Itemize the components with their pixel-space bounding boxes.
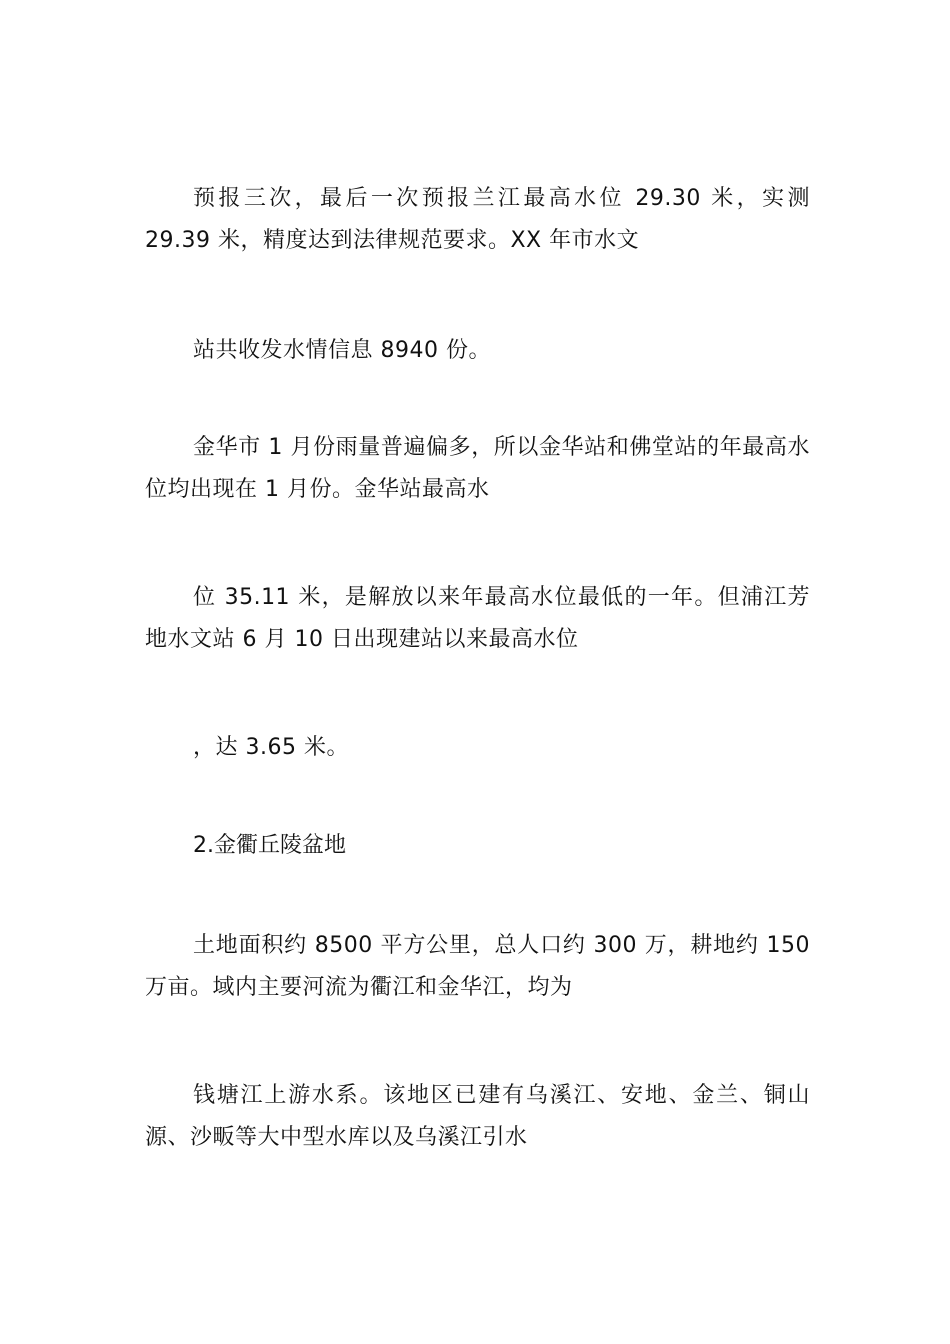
paragraph-jinhua-rainfall: 金华市 1 月份雨量普遍偏多，所以金华站和佛堂站的年最高水位均出现在 1 月份。金华站最高水: [145, 435, 810, 502]
paragraph-land-area: 土地面积约 8500 平方公里，总人口约 300 万，耕地约 150 万亩。域内主要河流为衢江和金华江，均为: [145, 933, 810, 1000]
paragraph-water-level: 位 35.11 米，是解放以来年最高水位最低的一年。但浦江芳地水文站 6 月 10 日出现建站以来最高水位: [145, 585, 810, 652]
paragraph-max-level: ，达 3.65 米。: [193, 735, 349, 760]
paragraph-forecast: 预报三次，最后一次预报兰江最高水位 29.30 米，实测 29.39 米，精度达到法律规范要求。XX 年市水文: [145, 186, 810, 253]
paragraph-station-info: 站共收发水情信息 8940 份。: [193, 338, 491, 363]
paragraph-reservoirs: 钱塘江上游水系。该地区已建有乌溪江、安地、金兰、铜山源、沙畈等大中型水库以及乌溪江引水: [145, 1083, 810, 1150]
section-heading: 2.金衢丘陵盆地: [193, 833, 346, 858]
